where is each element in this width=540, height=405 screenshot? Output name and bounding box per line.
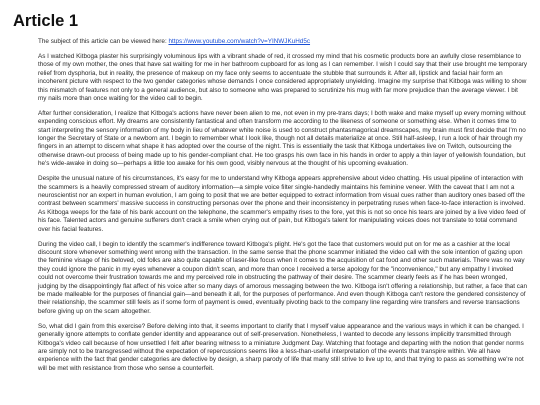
paragraph-3: Despite the unusual nature of his circumstances, it's easy for me to understand why Kitboga appears apprehensive about video chatting. His usual pipeline of interaction with the scammers is a heavily compressed stream of auditory information—a simple voice filter single-handedly maintains his feminine veneer. With the caveat that I am not a neuroscientist nor an expert in human evolution, I am going to posit that we are better equipped to extract information from visual cues rather than auditory ones based off the contrast between scammers' massive success in constructing personas over the phone and their inconsistency in perpetrating ruses when face-to-face interaction is involved. As Kitboga weeps for the fate of his bank account on the telephone, the scammer's empathy rises to the fore, yet this is not so once his tears are joined by a live video feed of his face. Talented actors and genuine sufferers don't crack a smile when crying out of pain, but Kitboga's talent for manipulating voices does not translate to total command over his facial features. xyxy=(38,175,526,233)
intro-paragraph xyxy=(38,38,528,46)
article-title: Article 1 xyxy=(13,12,79,30)
paragraph-5: So, what did I gain from this exercise? Before delving into that, it seems important to clarify that I myself value appearance and the various ways in which it can be changed. I generally ignore attempts to conflate gender identity and appearance out of self-preservation. Nonetheless, I wanted to decode any lessons implicitly transmitted through Kitboga's video call because of how unsettled I felt after bearing witness to a miniature Judgment Day. Watching that footage and departing with the notion that gender norms are simply not to be transgressed without the expectation of repercussions seems like a less-than-useful interpretation of the events that transpire within. We all have experience with the fact that gender categories are defective by design, a sharp parody of life that many still strive to live up to, and that trying to pass as something we're not will be met with resistance from those who sense a counterfeit. xyxy=(38,322,524,372)
article-body xyxy=(38,38,528,380)
paragraph-1: As I watched Kitboga plaster his surprisingly voluminous lips with a vibrant shade of red, it crossed my mind that his cosmetic products bore an awfully close resemblance to those of my own mother, the ones that have sat waiting for me in her bathroom cupboard for as long as I can remember. I wish I could say that their use brought me temporary relief from dysphoria, but in reality, the presence of makeup on my face only seems to accentuate the stubble that surrounds it. After all, lipstick and facial hair form an incoherent picture with respect to the two gender categories whose demands I once considered appropriately unyielding. Imagine my surprise that Kitboga was willing to show this mismatch of features not only to a general audience, but also to someone who was prepared to scrutinize his mug with far more prejudice than the average viewer. I bit my nails more than once waiting for the video call to begin. xyxy=(38,52,528,102)
paragraph-4: During the video call, I begin to identify the scammer's indifference toward Kitboga's plight. He's got the face that customers would put on for me as a cashier at the local discount store whenever something went wrong with the transaction. In the same sense that the phone scammer initiated the video call with the sole intention of gazing upon the feminine visage of his beloved, old folks are also quite capable of laser-like focus when it comes to the acquisition of cat food and other such materials. There was no way they could ignore the panic in my eyes whenever a coupon didn't scan, and more than once I received a terse apology for the "inconvenience," but any empathy I invoked could not overcome their frustration towards me and my perceived role in obstructing the pathway of their desire. The scammer clearly feels as if he has been wronged, judging by the disappointingly flat affect of his voice after so many days of amorous messaging between the two. Kitboga isn't offering a relationship, but rather, a face that can be made malleable for the purposes of financial gain—and beneath it all, for the purposes of performance. And even though Kitboga can't restore the gendered consistency of their relationship, the scammer still feels as if some form of payment is owed, eventually pivoting back to the company line regarding wire transfers and reverse transactions before giving up on the scam altogether. xyxy=(38,240,528,315)
paragraph-2: After further consideration, I realize that Kitboga's actions have never been alien to me, not even in my pre-trans days; I both wake and make myself up every morning without expending conscious effort. My dreams are consistently fantastical and often transform me according to the likeness of someone or something else. When it comes time to start interpreting the sensory information of my body in lieu of whatever white noise is used to construct phantasmagorical dreamscapes, my brain must first decide that I'm no longer the Secretary of State or a newborn ant. I begin to remember what I look like, though not all details materialize at once. Still half-asleep, I run a lock of hair through my fingers in an attempt to discern what shape it has adopted over the course of the night. This is essentially the task that Kitboga undertakes live on Twitch, outsourcing the otherwise drawn-out process of being made up to his gender-compliant chat. He too grasps his own face in his hands in order to apply a thin layer of yellowish foundation, but he's wide-awake in doing so—perhaps a little too awake for his own good, visibly nervous at the thought of his upcoming evaluation. xyxy=(38,109,526,168)
video-link[interactable]: https://www.youtube.com/watch?v=YINWJKuHd5c xyxy=(168,38,311,45)
intro-text: The subject of this article can be viewed here: xyxy=(38,38,169,45)
